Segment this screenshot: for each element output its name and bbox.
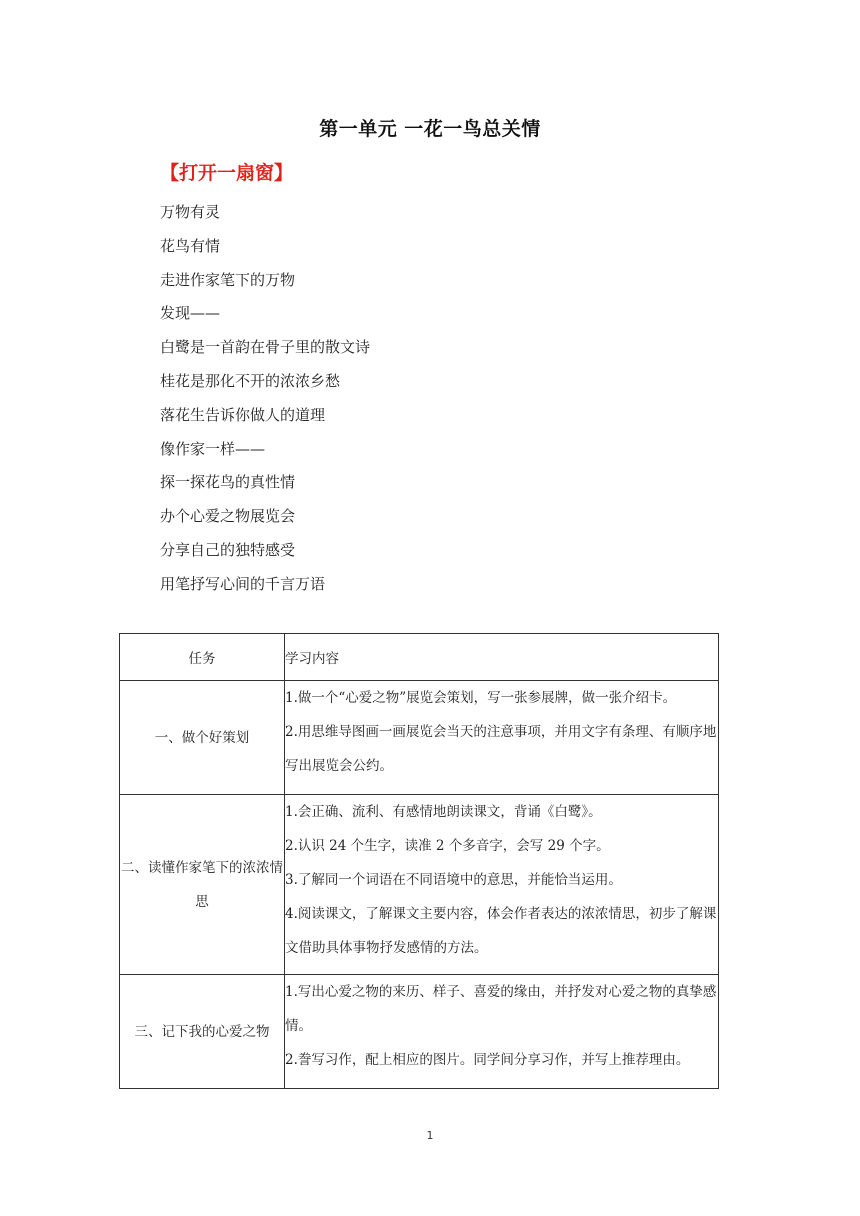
poem-line: 花鸟有情 bbox=[160, 236, 221, 255]
content-item: 3.了解同一个词语在不同语境中的意思，并能恰当运用。 bbox=[285, 872, 622, 888]
content-item: 1.做一个“心爱之物”展览会策划，写一张参展牌，做一张介绍卡。 bbox=[285, 690, 677, 706]
poem-line: 发现—— bbox=[160, 304, 221, 323]
poem bbox=[160, 200, 370, 606]
poem-line: 像作家一样—— bbox=[160, 439, 266, 458]
header-content: 学习内容 bbox=[285, 634, 719, 681]
content-item: 2.誊写习作，配上相应的图片。同学间分享习作，并写上推荐理由。 bbox=[285, 1052, 690, 1068]
poem-line: 白鹭是一首韵在骨子里的散文诗 bbox=[160, 338, 371, 357]
page-title: 第一单元 一花一鸟总关情 bbox=[319, 118, 541, 140]
table-row bbox=[120, 975, 719, 1089]
table-header-row bbox=[120, 634, 719, 681]
task-name: 三、记下我的心爱之物 bbox=[120, 975, 285, 1089]
poem-line: 用笔抒写心间的千言万语 bbox=[160, 574, 326, 593]
poem-line: 走进作家笔下的万物 bbox=[160, 270, 296, 289]
section-heading: 【打开一扇窗】 bbox=[160, 162, 294, 184]
task-table bbox=[119, 633, 719, 1089]
content-item: 1.会正确、流利、有感情地朗读课文，背诵《白鹭》。 bbox=[285, 804, 602, 820]
poem-line: 分享自己的独特感受 bbox=[160, 540, 296, 559]
content-item: 1.写出心爱之物的来历、样子、喜爱的缘由，并抒发对心爱之物的真挚感情。 bbox=[285, 984, 717, 1034]
task-name: 一、做个好策划 bbox=[120, 681, 285, 795]
content-item: 2.认识 24 个生字，读准 2 个多音字，会写 29 个字。 bbox=[285, 838, 610, 854]
poem-line: 落花生告诉你做人的道理 bbox=[160, 405, 326, 424]
page-number: 1 bbox=[426, 1129, 434, 1142]
task-content bbox=[285, 681, 719, 795]
task-name: 二、读懂作家笔下的浓浓情思 bbox=[120, 795, 285, 975]
table-row bbox=[120, 795, 719, 975]
table-row bbox=[120, 681, 719, 795]
poem-line: 万物有灵 bbox=[160, 203, 221, 221]
poem-line: 桂花是那化不开的浓浓乡愁 bbox=[160, 371, 341, 390]
task-content bbox=[285, 795, 719, 975]
poem-line: 探一探花鸟的真性情 bbox=[160, 473, 296, 492]
content-item: 2.用思维导图画一画展览会当天的注意事项，并用文字有条理、有顺序地写出展览会公约。 bbox=[285, 724, 717, 774]
content-item: 4.阅读课文，了解课文主要内容，体会作者表达的浓浓情思，初步了解课文借助具体事物抒发感情的方法。 bbox=[285, 906, 717, 956]
poem-line: 办个心爱之物展览会 bbox=[160, 507, 296, 526]
task-content bbox=[285, 975, 719, 1089]
header-task: 任务 bbox=[120, 634, 285, 681]
